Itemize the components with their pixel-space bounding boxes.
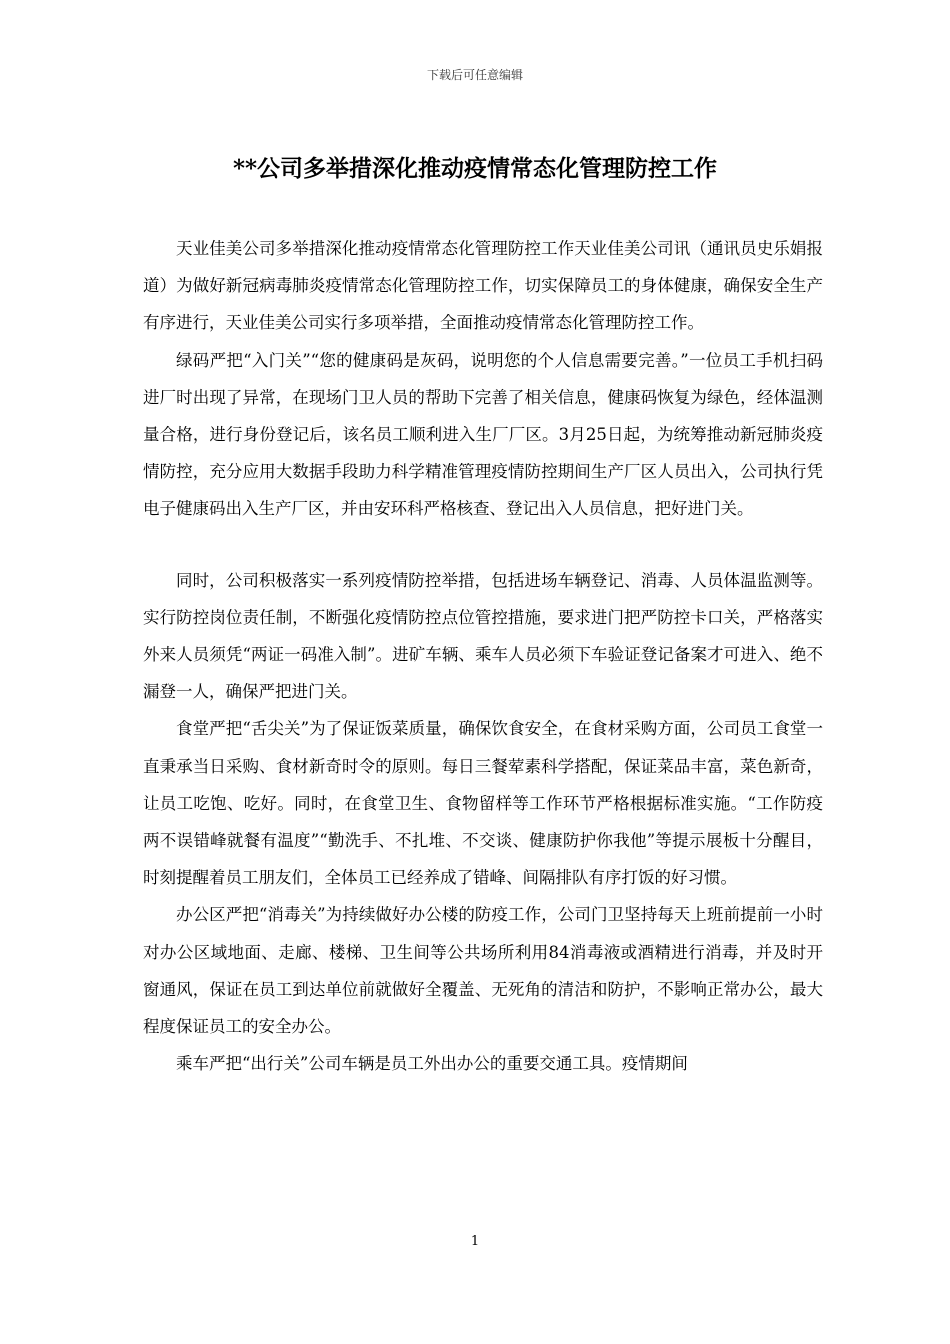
- document-body: [143, 230, 823, 1082]
- document-title: **公司多举措深化推动疫情常态化管理防控工作: [232, 155, 718, 182]
- paragraph-entry-measures: 同时，公司积极落实一系列疫情防控举措，包括进场车辆登记、消毒、人员体温监测等。实行防控岗位责任制，不断强化疫情防控点位管控措施，要求进门把严防控卡口关，严格落实外来人员须凭“两证一码准入制”。进矿车辆、乘车人员必须下车验证登记备案才可进入、绝不漏登一人，确保严把进门关。: [143, 570, 823, 702]
- paragraph-intro: 天业佳美公司多举措深化推动疫情常态化管理防控工作天业佳美公司讯（通讯员史乐娟报道）为做好新冠病毒肺炎疫情常态化管理防控工作，切实保障员工的身体健康，确保安全生产有序进行，天业佳美公司实行多项举措，全面推动疫情常态化管理防控工作。: [143, 239, 823, 333]
- paragraph-green-code: 绿码严把“入门关”“您的健康码是灰码，说明您的个人信息需要完善。”一位员工手机扫码进厂时出现了异常，在现场门卫人员的帮助下完善了相关信息，健康码恢复为绿色，经体温测量合格，进行身份登记后，该名员工顺利进入生厂厂区。3月25日起，为统筹推动新冠肺炎疫情防控，充分应用大数据手段助力科学精准管理疫情防控期间生产厂区人员出入，公司执行凭电子健康码出入生产厂区，并由安环科严格核查、登记出入人员信息，把好进门关。: [143, 350, 823, 519]
- paragraph-vehicle: 乘车严把“出行关”公司车辆是员工外出办公的重要交通工具。疫情期间: [176, 1054, 688, 1074]
- page-number: 1: [470, 1234, 480, 1249]
- paragraph-office-disinfection: 办公区严把“消毒关”为持续做好办公楼的防疫工作，公司门卫坚持每天上班前提前一小时对办公区域地面、走廊、楼梯、卫生间等公共场所利用84消毒液或酒精进行消毒，并及时开窗通风，保证在员工到达单位前就做好全覆盖、无死角的清洁和防护，不影响正常办公，最大程度保证员工的安全办公。: [143, 905, 823, 1037]
- paragraph-canteen: 食堂严把“舌尖关”为了保证饭菜质量，确保饮食安全，在食材采购方面，公司员工食堂一直秉承当日采购、食材新奇时令的原则。每日三餐荤素科学搭配，保证菜品丰富，菜色新奇，让员工吃饱、吃好。同时，在食堂卫生、食物留样等工作环节严格根据标准实施。“工作防疫两不误错峰就餐有温度”“勤洗手、不扎堆、不交谈、健康防护你我他”等提示展板十分醒目，时刻提醒着员工朋友们，全体员工已经养成了错峰、间隔排队有序打饭的好习惯。: [143, 719, 823, 888]
- header-note: 下载后可任意编辑: [426, 68, 523, 82]
